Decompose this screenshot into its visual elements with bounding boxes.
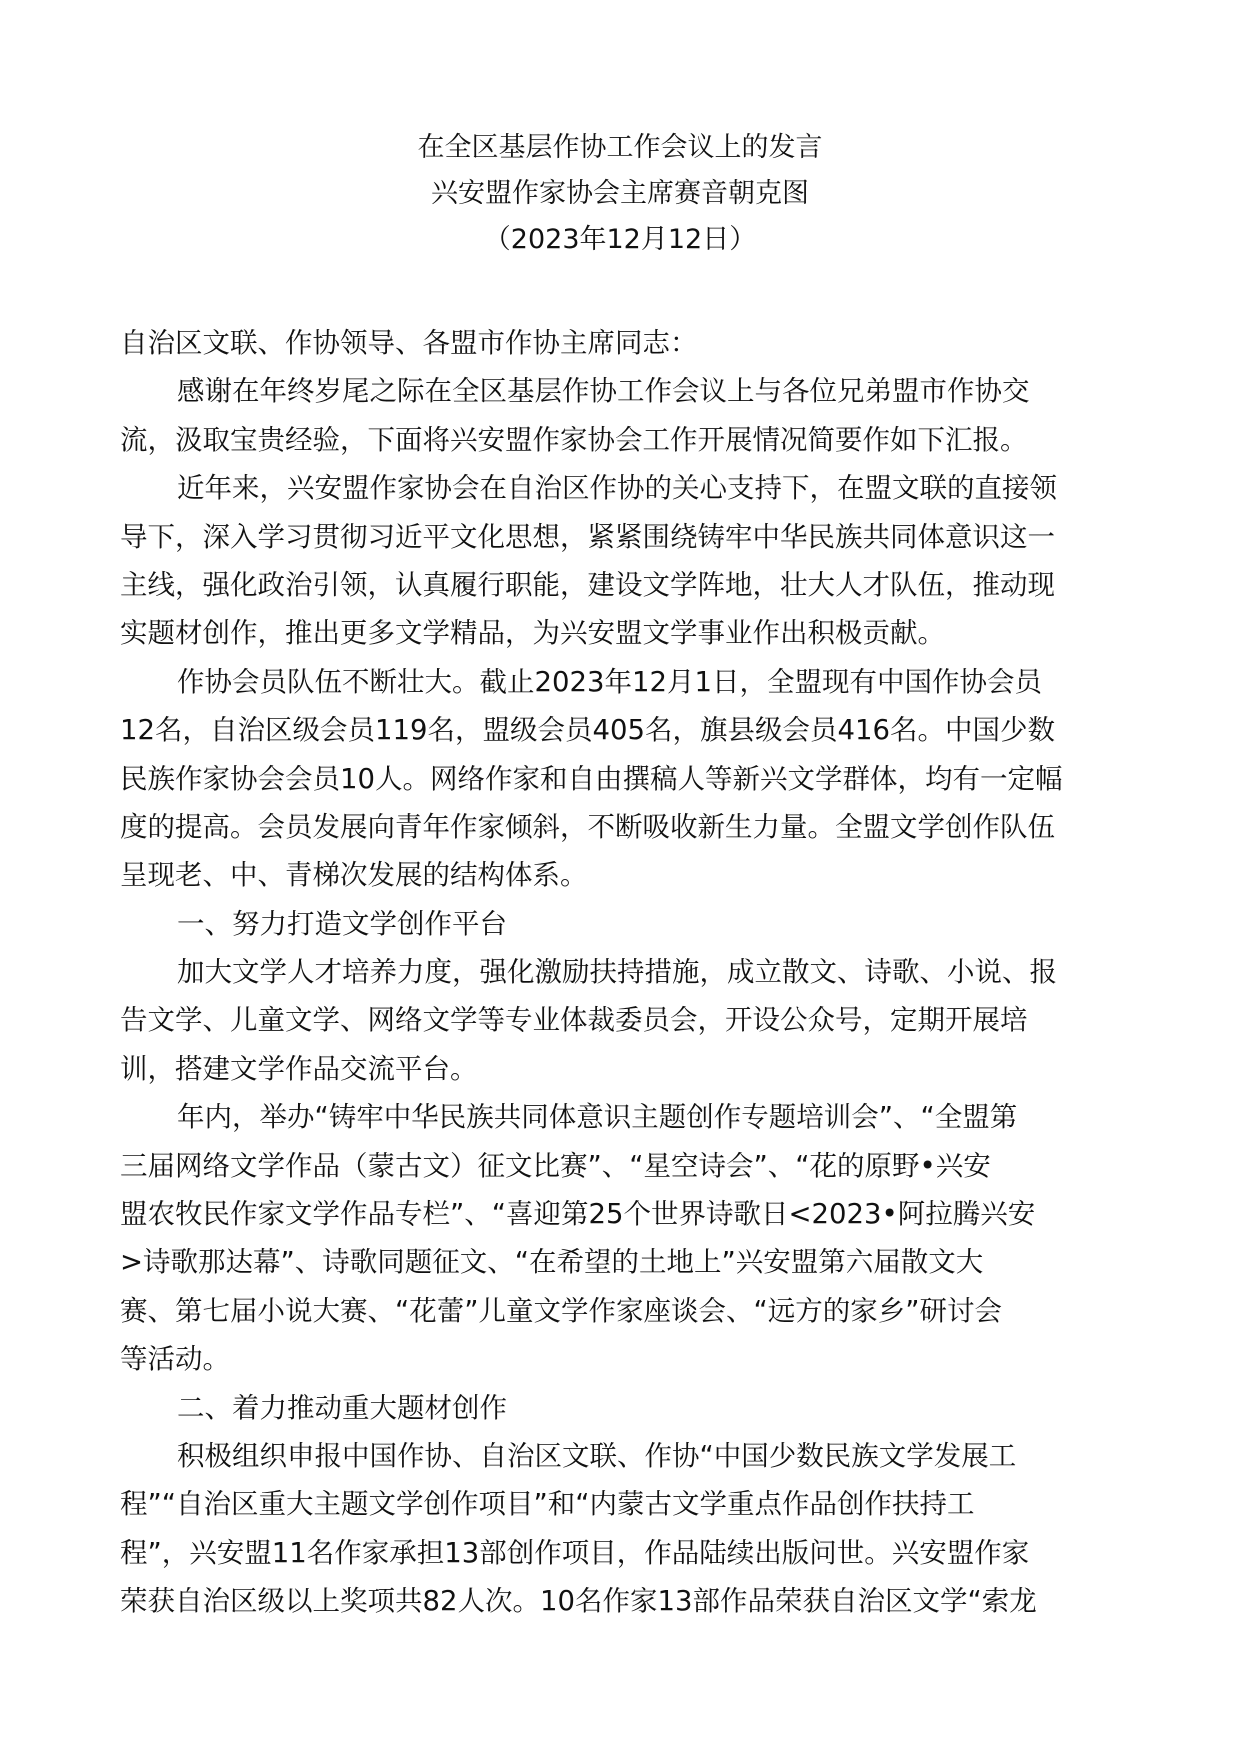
text-line: 二、着力推动重大题材创作 (177, 1391, 507, 1424)
text-line: 度的提高。会员发展向青年作家倾斜，不断吸收新生力量。全盟文学创作队伍 (120, 810, 1055, 843)
text-line: 一、努力打造文学创作平台 (177, 907, 507, 940)
text-line: 积极组织申报中国作协、自治区文联、作协“中国少数民族文学发展工 (177, 1439, 1017, 1472)
document-title: 在全区基层作协工作会议上的发言 (417, 132, 823, 163)
document-header (0, 125, 1240, 263)
text-line: 实题材创作，推出更多文学精品，为兴安盟文学事业作出积极贡献。 (120, 617, 945, 650)
speaker-line: 兴安盟作家协会主席赛音朝克图 (431, 178, 809, 209)
text-line: 加大文学人才培养力度，强化激励扶持措施，成立散文、诗歌、小说、报 (177, 956, 1057, 989)
text-line: 程”，兴安盟11名作家承担13部创作项目，作品陆续出版问世。兴安盟作家 (120, 1536, 1030, 1569)
text-line: 作协会员队伍不断壮大。截止2023年12月1日，全盟现有中国作协会员 (177, 665, 1042, 698)
text-line: 近年来，兴安盟作家协会在自治区作协的关心支持下，在盟文联的直接领 (177, 472, 1057, 505)
text-line: 三届网络文学作品（蒙古文）征文比赛”、“星空诗会”、“花的原野•兴安 (120, 1149, 991, 1182)
text-line: 导下，深入学习贯彻习近平文化思想，紧紧围绕铸牢中华民族共同体意识这一 (120, 520, 1055, 553)
text-line: 训，搭建文学作品交流平台。 (120, 1052, 478, 1085)
text-line: 赛、第七届小说大赛、“花蕾”儿童文学作家座谈会、“远方的家乡”研讨会 (120, 1294, 1002, 1327)
text-line: 程”“自治区重大主题文学创作项目”和“内蒙古文学重点作品创作扶持工 (120, 1488, 975, 1521)
text-line: 年内，举办“铸牢中华民族共同体意识主题创作专题培训会”、“全盟第 (177, 1101, 1018, 1134)
speech-date: （2023年12月12日） (483, 224, 757, 255)
text-line: 荣获自治区级以上奖项共82人次。10名作家13部作品荣获自治区文学“索龙 (120, 1585, 1037, 1618)
text-line: 等活动。 (120, 1343, 230, 1376)
text-line: 盟农牧民作家文学作品专栏”、“喜迎第25个世界诗歌日<2023•阿拉腾兴安 (120, 1198, 1036, 1231)
document-body (120, 319, 1128, 1626)
text-line: 告文学、儿童文学、网络文学等专业体裁委员会，开设公众号，定期开展培 (120, 1004, 1028, 1037)
text-line: 流，汲取宝贵经验，下面将兴安盟作家协会工作开展情况简要作如下汇报。 (120, 423, 1028, 456)
text-line: 民族作家协会会员10人。网络作家和自由撰稿人等新兴文学群体，均有一定幅 (120, 762, 1063, 795)
text-line: 呈现老、中、青梯次发展的结构体系。 (120, 859, 588, 892)
text-line: 感谢在年终岁尾之际在全区基层作协工作会议上与各位兄弟盟市作协交 (177, 375, 1030, 408)
text-line: 主线，强化政治引领，认真履行职能，建设文学阵地，壮大人才队伍，推动现 (120, 568, 1055, 601)
text-line: 12名，自治区级会员119名，盟级会员405名，旗县级会员416名。中国少数 (120, 714, 1055, 747)
text-line: 自治区文联、作协领导、各盟市作协主席同志： (120, 327, 698, 359)
text-line: >诗歌那达幕”、诗歌同题征文、“在希望的土地上”兴安盟第六届散文大 (120, 1246, 984, 1279)
